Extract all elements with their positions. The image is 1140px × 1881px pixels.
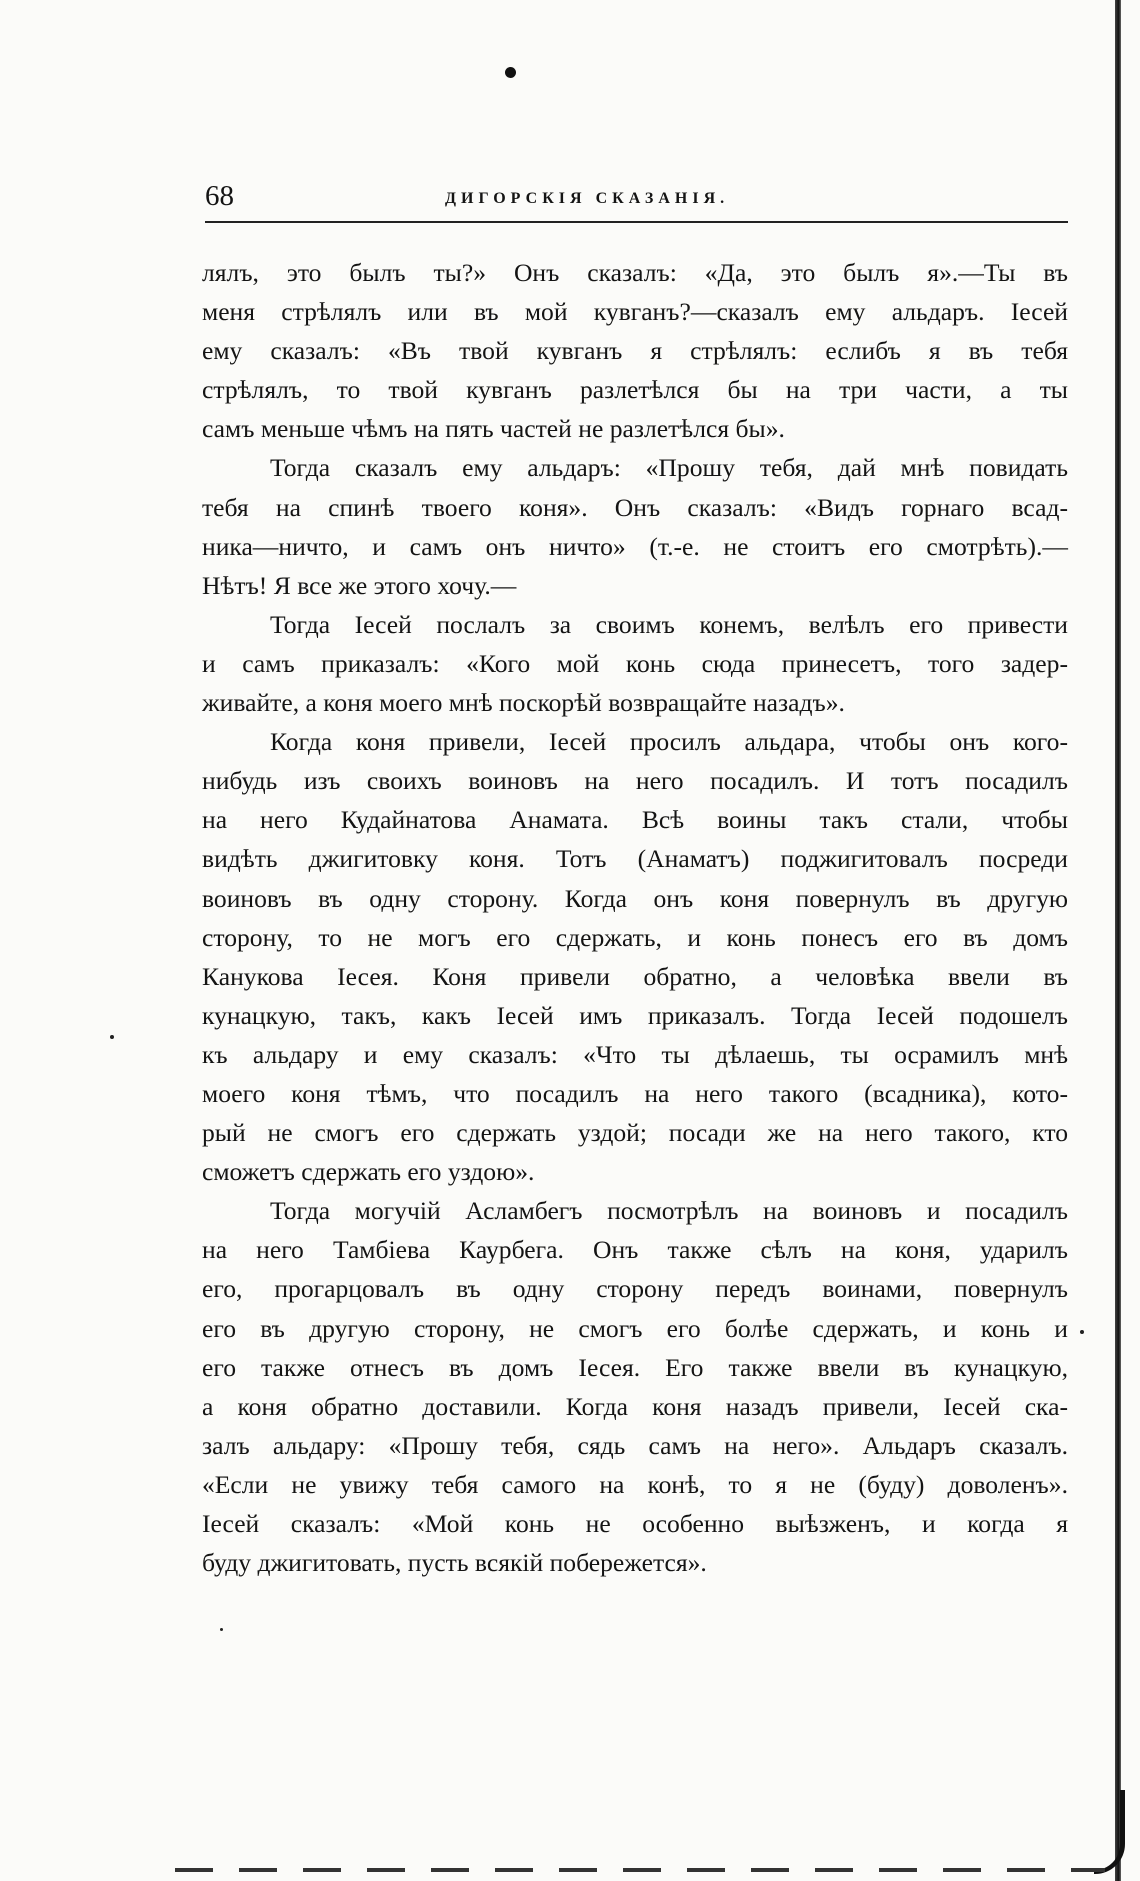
text-line: стрѣлялъ, то твой кувганъ разлетѣлся бы на три части, а ты	[202, 375, 1068, 405]
text-line: а коня обратно доставили. Когда коня назадъ привели, Іесей ска-	[202, 1391, 1068, 1421]
scan-speck	[220, 1628, 223, 1631]
text-line: Когда коня привели, Іесей просилъ альдара, чтобы онъ кого-	[270, 727, 1068, 757]
text-line: рый не смогъ его сдержать уздой; посади же на него такого, кто	[202, 1118, 1068, 1148]
text-line: живайте, а коня моего мнѣ поскорѣй возвращайте назадъ».	[202, 688, 845, 718]
text-line: Тогда Іесей послалъ за своимъ конемъ, велѣлъ его привести	[270, 609, 1068, 639]
text-line: воиновъ въ одну сторону. Когда онъ коня повернулъ въ другую	[202, 883, 1068, 913]
text-line: меня стрѣлялъ или въ мой кувганъ?—сказалъ ему альдаръ. Іесей	[202, 297, 1068, 327]
text-line: лялъ, это былъ ты?» Онъ сказалъ: «Да, это былъ я».—Ты въ	[202, 258, 1068, 287]
text-line: Тогда могучій Асламбегъ посмотрѣлъ на воиновъ и посадилъ	[270, 1196, 1068, 1226]
page-number: 68	[205, 180, 234, 212]
scan-speck	[1080, 1330, 1084, 1334]
text-line: буду джигитовать, пусть всякій побережется».	[202, 1548, 707, 1578]
text-line: ему сказалъ: «Въ твой кувганъ я стрѣлялъ: еслибъ я въ тебя	[202, 336, 1068, 366]
text-line: сможетъ сдержать его уздою».	[202, 1157, 535, 1187]
text-line: на него Кудайнатова Анамата. Всѣ воины такъ стали, чтобы	[202, 805, 1068, 835]
ornament-dot	[505, 67, 516, 78]
text-line: его также отнесъ въ домъ Іесея. Его также ввели въ кунацкую,	[202, 1352, 1068, 1382]
text-line: его въ другую сторону, не смогъ его болѣе сдержать, и конь и	[202, 1313, 1068, 1343]
page-spine-edge	[1115, 0, 1121, 1881]
text-line: видѣть джигитовку коня. Тотъ (Анаматъ) поджигитовалъ посреди	[202, 844, 1068, 874]
text-line: Іесей сказалъ: «Мой конь не особенно выѣзженъ, и когда я	[202, 1509, 1068, 1538]
text-line: ника—ничто, и самъ онъ ничто» (т.-е. не стоитъ его смотрѣть).—	[202, 531, 1068, 561]
text-line: и самъ приказалъ: «Кого мой конь сюда принесетъ, того задер-	[202, 648, 1068, 678]
bottom-edge-marks	[175, 1868, 1105, 1872]
text-line: залъ альдару: «Прошу тебя, сядь самъ на него». Альдаръ сказалъ.	[202, 1430, 1068, 1460]
text-line: на него Тамбіева Каурбега. Онъ также сѣлъ на коня, ударилъ	[202, 1235, 1068, 1265]
text-line: нибудь изъ своихъ воиновъ на него посадилъ. И тотъ посадилъ	[202, 766, 1068, 796]
text-line: «Если не увижу тебя самого на конѣ, то я не (буду) доволенъ».	[202, 1469, 1068, 1499]
text-line: сторону, то не могъ его сдержать, и конь понесъ его въ домъ	[202, 922, 1068, 952]
text-line: тебя на спинѣ твоего коня». Онъ сказалъ: «Видъ горнаго всад-	[202, 492, 1068, 522]
text-line: самъ меньше чѣмъ на пять частей не разлетѣлся бы».	[202, 414, 785, 444]
text-line: къ альдару и ему сказалъ: «Что ты дѣлаешь, ты осрамилъ мнѣ	[202, 1039, 1068, 1069]
text-line: его, прогарцовалъ въ одну сторону передъ воинами, повернулъ	[202, 1274, 1068, 1304]
text-line: кунацкую, такъ, какъ Іесей имъ приказалъ. Тогда Іесей подошелъ	[202, 1000, 1068, 1030]
text-line: Тогда сказалъ ему альдаръ: «Прошу тебя, дай мнѣ повидать	[270, 453, 1068, 483]
page-header	[205, 180, 1068, 220]
running-title: ДИГОРСКІЯ СКАЗАНІЯ.	[445, 190, 730, 207]
text-line: Канукова Іесея. Коня привели обратно, а человѣка ввели въ	[202, 961, 1068, 991]
body-text	[202, 253, 1068, 1582]
text-line: Нѣтъ! Я все же этого хочу.—	[202, 570, 517, 600]
text-line: моего коня тѣмъ, что посадилъ на него такого (всадника), кото-	[202, 1078, 1068, 1108]
header-rule	[205, 221, 1068, 223]
scan-speck	[110, 1035, 114, 1039]
